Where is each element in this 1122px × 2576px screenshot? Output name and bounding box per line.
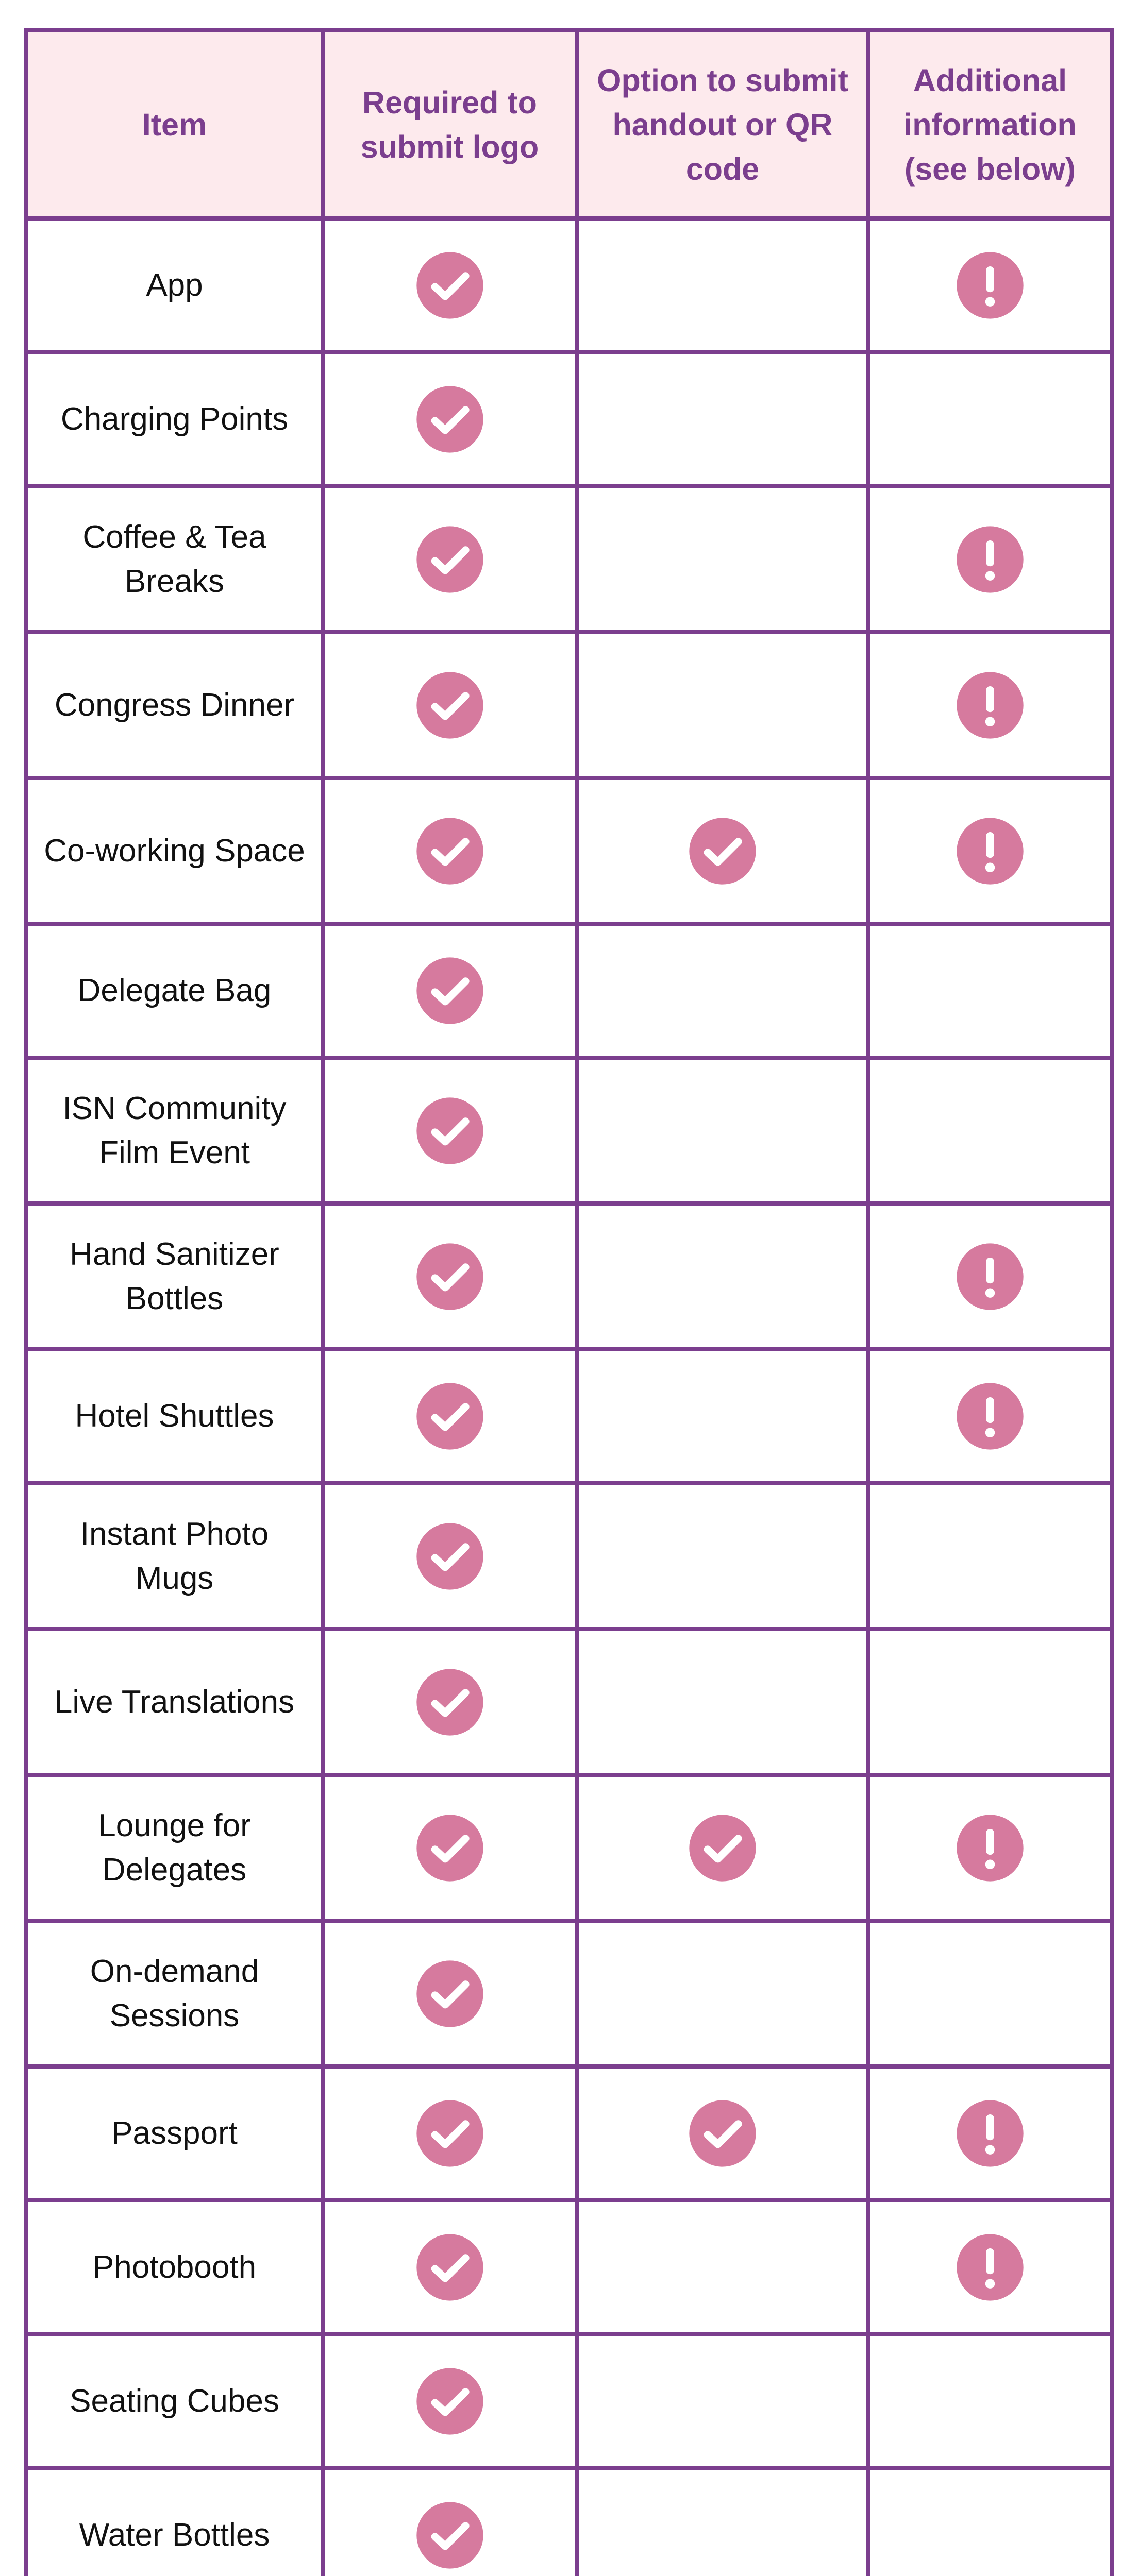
exclamation-circle-icon [956, 2099, 1024, 2167]
additional-cell [868, 2066, 1112, 2200]
handout-cell [577, 1775, 868, 1921]
logo-cell [323, 778, 577, 924]
header-row [26, 30, 1112, 218]
check-circle-icon [416, 671, 484, 739]
logo-cell [323, 2468, 577, 2576]
item-name-cell: App [26, 218, 323, 352]
table-row [26, 352, 1112, 486]
logo-cell [323, 2200, 577, 2334]
table-row [26, 486, 1112, 632]
additional-cell [868, 1204, 1112, 1349]
table-row [26, 218, 1112, 352]
item-name-cell: Congress Dinner [26, 632, 323, 778]
handout-cell [577, 778, 868, 924]
logo-cell [323, 486, 577, 632]
exclamation-circle-icon [956, 1243, 1024, 1311]
table-row [26, 1483, 1112, 1629]
additional-cell [868, 218, 1112, 352]
check-circle-icon [689, 2099, 757, 2167]
exclamation-circle-icon [956, 251, 1024, 319]
check-circle-icon [416, 251, 484, 319]
handout-cell [577, 1204, 868, 1349]
check-circle-icon [416, 1097, 484, 1165]
logo-cell [323, 2066, 577, 2200]
table-row [26, 2334, 1112, 2468]
additional-cell [868, 778, 1112, 924]
table-row [26, 1629, 1112, 1775]
logo-cell [323, 1204, 577, 1349]
additional-cell [868, 1483, 1112, 1629]
handout-cell [577, 1921, 868, 2066]
exclamation-circle-icon [956, 526, 1024, 594]
item-name-cell: Coffee & Tea Breaks [26, 486, 323, 632]
logo-cell [323, 2334, 577, 2468]
handout-cell [577, 218, 868, 352]
check-circle-icon [416, 957, 484, 1025]
logo-cell [323, 218, 577, 352]
table-row [26, 1921, 1112, 2066]
check-circle-icon [416, 817, 484, 885]
table-row [26, 632, 1112, 778]
table-row [26, 924, 1112, 1058]
additional-cell [868, 2200, 1112, 2334]
additional-cell [868, 352, 1112, 486]
check-circle-icon [416, 1960, 484, 2028]
exclamation-circle-icon [956, 2233, 1024, 2301]
logo-cell [323, 1629, 577, 1775]
handout-cell [577, 924, 868, 1058]
logo-cell [323, 1921, 577, 2066]
check-circle-icon [416, 1668, 484, 1736]
exclamation-circle-icon [956, 1814, 1024, 1882]
table-row [26, 2468, 1112, 2576]
item-name-cell: Photobooth [26, 2200, 323, 2334]
handout-cell [577, 2066, 868, 2200]
header-logo: Required to submit logo [323, 30, 577, 218]
table-row [26, 2200, 1112, 2334]
table-body [26, 218, 1112, 2576]
handout-cell [577, 352, 868, 486]
exclamation-circle-icon [956, 1382, 1024, 1450]
check-circle-icon [689, 1814, 757, 1882]
additional-cell [868, 1921, 1112, 2066]
header-item: Item [26, 30, 323, 218]
check-circle-icon [416, 385, 484, 453]
logo-cell [323, 352, 577, 486]
item-name-cell: Co-working Space [26, 778, 323, 924]
check-circle-icon [416, 2233, 484, 2301]
logo-cell [323, 1349, 577, 1483]
additional-cell [868, 2334, 1112, 2468]
table-row [26, 1204, 1112, 1349]
check-circle-icon [689, 817, 757, 885]
item-name-cell: Hotel Shuttles [26, 1349, 323, 1483]
handout-cell [577, 1349, 868, 1483]
check-circle-icon [416, 1814, 484, 1882]
table-row [26, 1349, 1112, 1483]
item-name-cell: Lounge for Delegates [26, 1775, 323, 1921]
item-name-cell: ISN Community Film Event [26, 1058, 323, 1204]
logo-cell [323, 1058, 577, 1204]
item-name-cell: Live Translations [26, 1629, 323, 1775]
check-circle-icon [416, 1522, 484, 1590]
handout-cell [577, 1483, 868, 1629]
handout-cell [577, 486, 868, 632]
item-name-cell: Water Bottles [26, 2468, 323, 2576]
additional-cell [868, 632, 1112, 778]
handout-cell [577, 2468, 868, 2576]
check-circle-icon [416, 1382, 484, 1450]
handout-cell [577, 2200, 868, 2334]
logo-cell [323, 632, 577, 778]
check-circle-icon [416, 526, 484, 594]
additional-cell [868, 1775, 1112, 1921]
header-handout: Option to submit handout or QR code [577, 30, 868, 218]
item-name-cell: Passport [26, 2066, 323, 2200]
handout-cell [577, 1058, 868, 1204]
item-name-cell: Seating Cubes [26, 2334, 323, 2468]
check-circle-icon [416, 1243, 484, 1311]
sponsorship-items-table [24, 28, 1114, 2576]
table-row [26, 778, 1112, 924]
exclamation-circle-icon [956, 671, 1024, 739]
table-row [26, 2066, 1112, 2200]
handout-cell [577, 1629, 868, 1775]
check-circle-icon [416, 2501, 484, 2569]
item-name-cell: On-demand Sessions [26, 1921, 323, 2066]
logo-cell [323, 1483, 577, 1629]
additional-cell [868, 924, 1112, 1058]
item-name-cell: Instant Photo Mugs [26, 1483, 323, 1629]
table-row [26, 1058, 1112, 1204]
handout-cell [577, 632, 868, 778]
additional-cell [868, 2468, 1112, 2576]
logo-cell [323, 1775, 577, 1921]
item-name-cell: Delegate Bag [26, 924, 323, 1058]
additional-cell [868, 486, 1112, 632]
table-row [26, 1775, 1112, 1921]
check-circle-icon [416, 2367, 484, 2435]
header-additional: Additional information (see below) [868, 30, 1112, 218]
additional-cell [868, 1629, 1112, 1775]
handout-cell [577, 2334, 868, 2468]
exclamation-circle-icon [956, 817, 1024, 885]
logo-cell [323, 924, 577, 1058]
additional-cell [868, 1058, 1112, 1204]
item-name-cell: Hand Sanitizer Bottles [26, 1204, 323, 1349]
check-circle-icon [416, 2099, 484, 2167]
additional-cell [868, 1349, 1112, 1483]
item-name-cell: Charging Points [26, 352, 323, 486]
